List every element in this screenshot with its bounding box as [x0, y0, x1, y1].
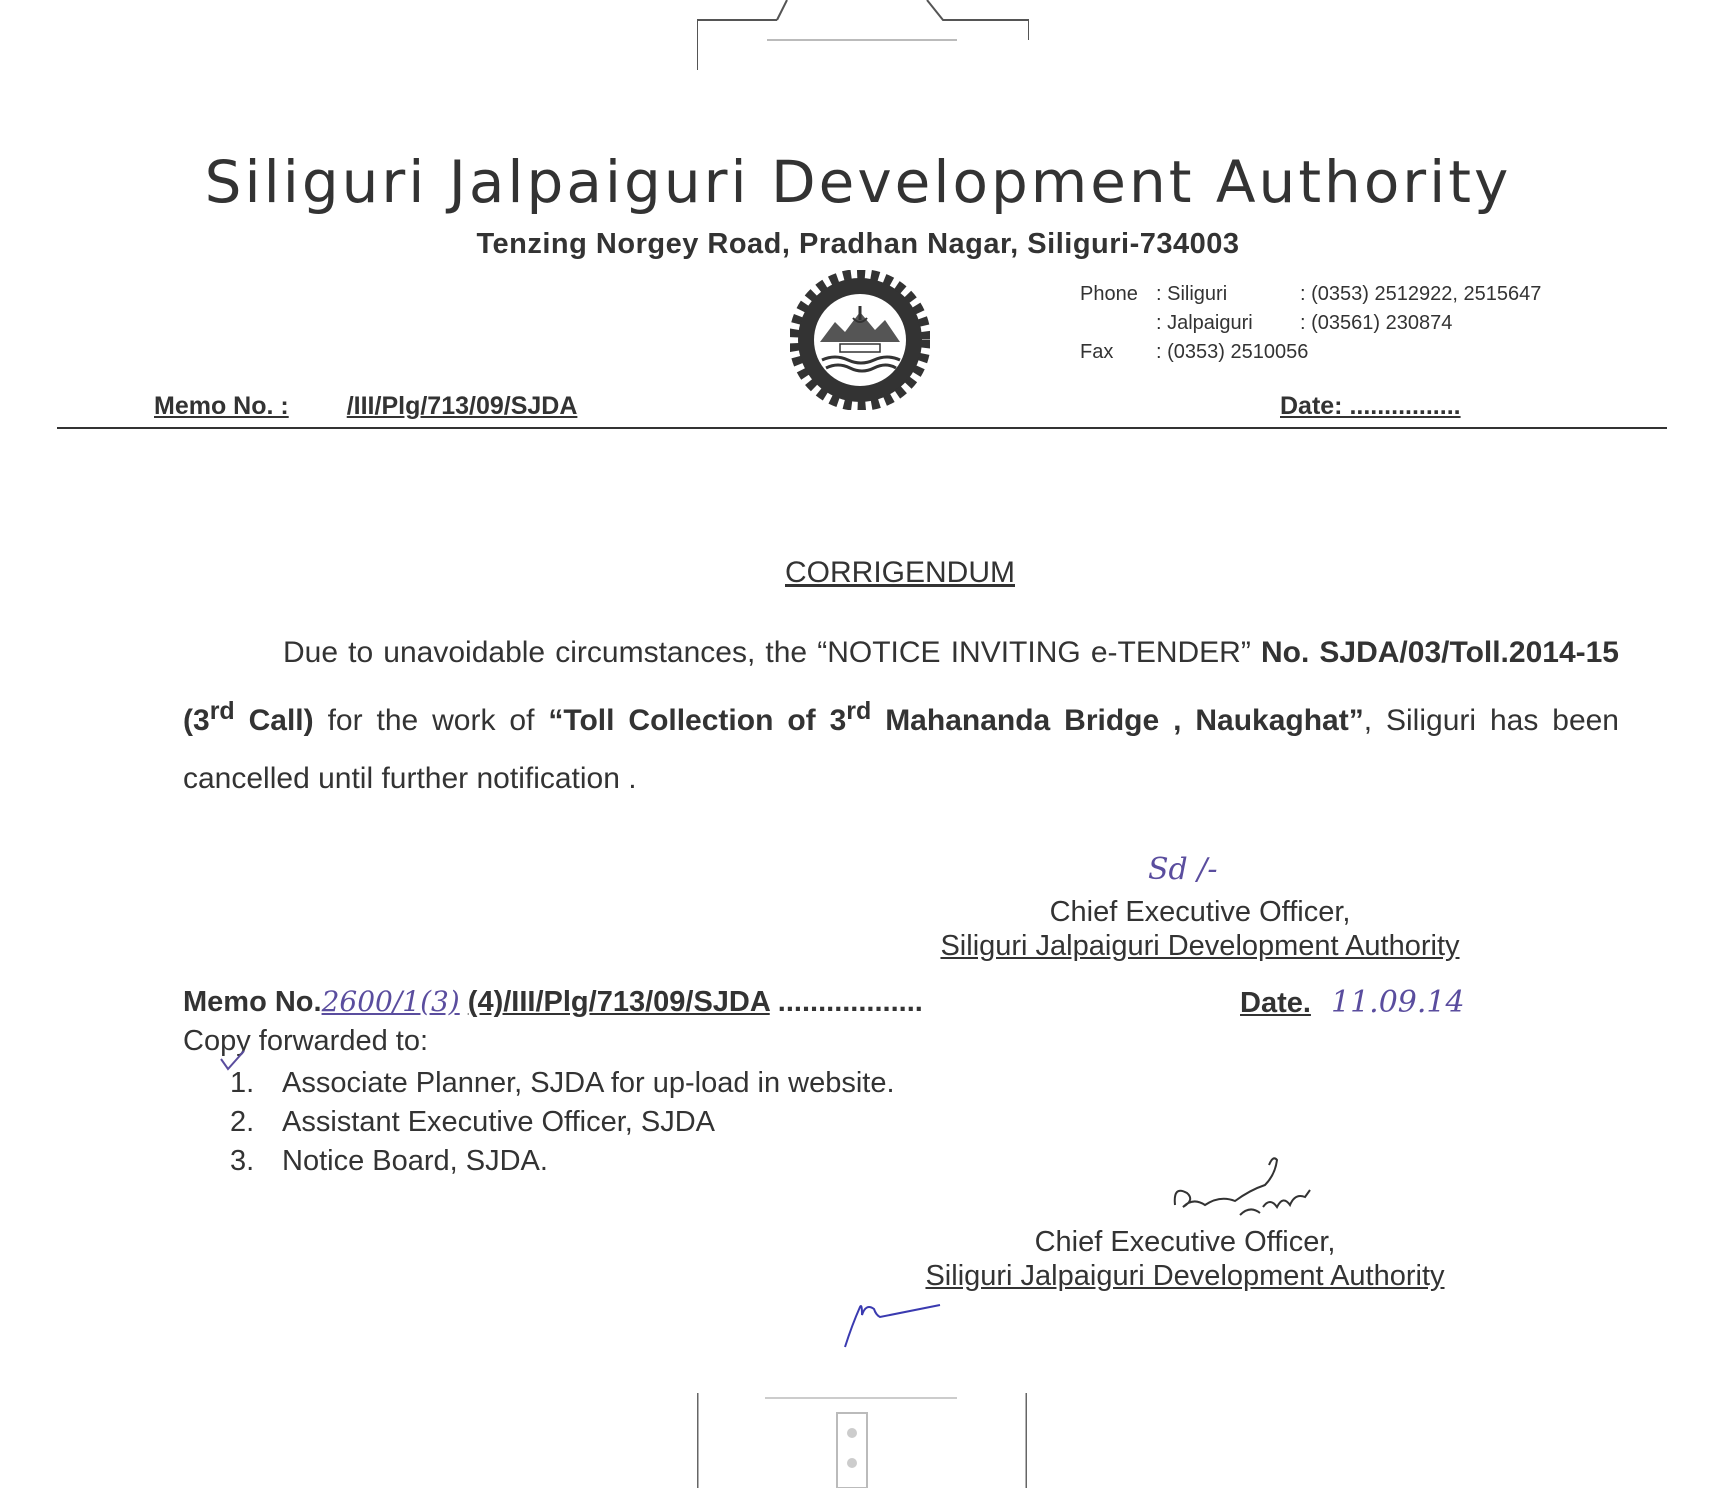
memo-number: /III/Plg/713/09/SJDA — [346, 392, 578, 420]
date-header: Date: ................ — [1280, 392, 1461, 420]
copy-label: Copy forwarded to: — [183, 1025, 429, 1057]
contact-value: : (03561) 230874 — [1300, 312, 1453, 334]
list-text: Notice Board, SJDA. — [282, 1145, 548, 1177]
work-name-cont: Mahananda Bridge , Naukaghat” — [871, 704, 1364, 737]
contact-label: Phone — [1080, 283, 1138, 305]
organization-title: Siliguri Jalpaiguri Development Authority — [204, 148, 1512, 216]
work-name: “Toll Collection of 3 — [548, 704, 847, 737]
memo-header — [154, 392, 577, 421]
signatory-org: Siliguri Jalpaiguri Development Authority — [925, 1260, 1445, 1292]
handwritten-sd: Sd /- — [1148, 852, 1218, 887]
contact-row-jalpaiguri — [1080, 309, 1541, 338]
contact-place: : Siliguri — [1156, 283, 1228, 305]
list-item — [230, 1142, 895, 1181]
letterhead-divider — [57, 427, 1667, 429]
contact-details — [1080, 280, 1541, 367]
tender-number: No. SJDA/03/Toll.2014-15 (3 — [183, 636, 1619, 737]
notice-text: , Siliguri has been cancelled until further notification . — [183, 704, 1619, 795]
notice-text: Due to unavoidable circumstances, the “NOTICE INVITING e-TENDER” — [283, 636, 1261, 669]
memo-label: Memo No. : — [154, 392, 289, 420]
memo-number: (4)/III/Plg/713/09/SJDA — [467, 986, 770, 1018]
contact-row-phone — [1080, 280, 1541, 309]
date-line-2 — [1240, 985, 1465, 1020]
notice-heading: CORRIGENDUM — [785, 556, 1015, 589]
handwritten-memo-number: 2600/1(3) — [321, 985, 460, 1018]
memo-label: Memo No. — [183, 986, 322, 1018]
notice-text: for the work of — [313, 704, 549, 737]
signatory-title: Chief Executive Officer, — [1034, 1226, 1336, 1258]
contact-place: : Jalpaiguri — [1156, 312, 1253, 334]
copy-list — [230, 1064, 895, 1181]
notice-body — [183, 624, 1619, 808]
contact-label — [1080, 309, 1156, 338]
list-number: 2. — [230, 1106, 255, 1138]
call-label: Call) — [234, 704, 314, 737]
contact-row-fax — [1080, 338, 1541, 367]
memo-dots: .................. — [769, 986, 923, 1018]
list-item — [230, 1064, 895, 1103]
filing-clip-bottom-icon — [697, 1393, 1027, 1488]
memo-line-2 — [183, 985, 923, 1019]
contact-label: Fax — [1080, 341, 1114, 363]
signatory-org: Siliguri Jalpaiguri Development Authority — [940, 930, 1460, 962]
signature-block-1 — [900, 895, 1500, 963]
signatory-title: Chief Executive Officer, — [1049, 896, 1351, 928]
list-item — [230, 1103, 895, 1142]
date-label: Date. — [1240, 987, 1311, 1019]
handwritten-initials-icon — [1165, 1135, 1335, 1230]
organization-address: Tenzing Norgey Road, Pradhan Nagar, Siliguri-734003 — [476, 228, 1240, 260]
contact-place: : (0353) 2510056 — [1156, 341, 1309, 363]
list-text: Assistant Executive Officer, SJDA — [282, 1106, 716, 1138]
list-number: 1. — [230, 1067, 255, 1099]
superscript: rd — [209, 697, 235, 725]
contact-value: : (0353) 2512922, 2515647 — [1300, 283, 1542, 305]
filing-clip-top-icon — [697, 0, 1029, 70]
handwritten-mark-icon — [840, 1285, 960, 1355]
list-text: Associate Planner, SJDA for up-load in website. — [282, 1067, 895, 1099]
superscript: rd — [846, 697, 872, 725]
signature-block-2 — [885, 1225, 1485, 1293]
sjda-seal-icon — [790, 270, 930, 410]
list-number: 3. — [230, 1145, 255, 1177]
handwritten-date: 11.09.14 — [1330, 985, 1465, 1020]
